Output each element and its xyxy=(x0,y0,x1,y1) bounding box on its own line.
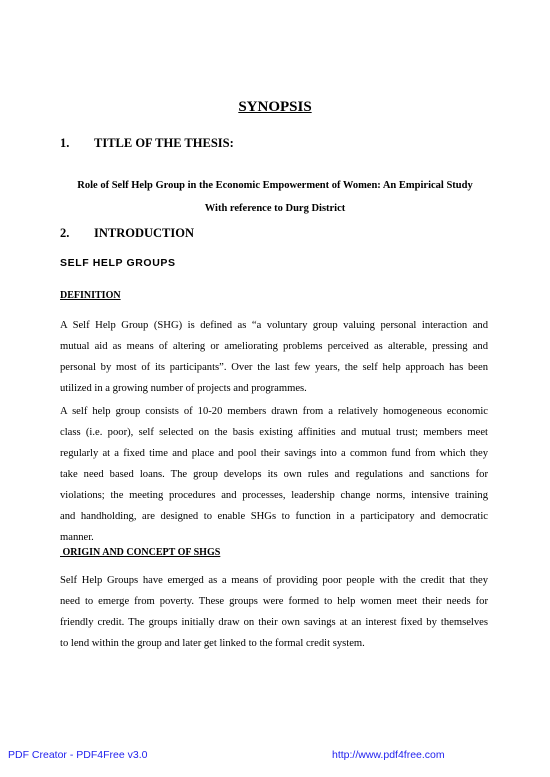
paragraph-line: utilized in a growing number of projects and programmes. xyxy=(60,383,307,394)
footer-url-link[interactable]: http://www.pdf4free.com xyxy=(332,749,445,761)
paragraph-line: regularly at a fixed time and place and pool their savings into a common fund from which they xyxy=(60,448,488,459)
section-heading-text: TITLE OF THE THESIS: xyxy=(94,136,234,150)
paragraph-line: to lend within the group and later get linked to the formal credit system. xyxy=(60,638,365,649)
paragraph-line: violations; the meeting procedures and processes, leadership change norms, intensive training xyxy=(60,490,488,501)
origin-heading: ORIGIN AND CONCEPT OF SHGS xyxy=(60,547,221,558)
paragraph-line: Self Help Groups have emerged as a means of providing poor people with the credit that they xyxy=(60,575,488,586)
composition-paragraph xyxy=(60,401,488,548)
paragraph-line: friendly credit. The groups initially draw on their own savings at an interest fixed by themselves xyxy=(60,617,488,628)
paragraph-line: manner. xyxy=(60,532,94,543)
thesis-title-line-1: Role of Self Help Group in the Economic Empowerment of Women: An Empirical Study xyxy=(77,180,473,191)
section-number: 1. xyxy=(60,136,70,150)
paragraph-line: A self help group consists of 10-20 members drawn from a relatively homogeneous economic xyxy=(60,406,488,417)
shg-heading: SELF HELP GROUPS xyxy=(60,257,176,269)
paragraph-line: mutual aid as means of altering or ameliorating problems perceived as alterable, pressing and xyxy=(60,341,488,352)
paragraph-line: need to emerge from poverty. These groups were formed to help women meet their needs for xyxy=(60,596,488,607)
section-heading-text: INTRODUCTION xyxy=(94,226,195,240)
footer-pdf-creator: PDF Creator - PDF4Free v3.0 xyxy=(8,749,148,761)
section-number: 2. xyxy=(60,226,70,240)
paragraph-line: A Self Help Group (SHG) is defined as “a voluntary group valuing personal interaction and xyxy=(60,320,488,331)
definition-paragraph xyxy=(60,315,488,399)
document-title: SYNOPSIS xyxy=(238,99,312,115)
paragraph-line: personal by most of its participants”. Over the last few years, the self help approach has been xyxy=(60,362,488,373)
origin-paragraph xyxy=(60,570,488,654)
thesis-title-line-2: With reference to Durg District xyxy=(204,203,346,214)
definition-heading: DEFINITION xyxy=(60,290,121,301)
paragraph-line: and handholding, are designed to enable SHGs to function in a participatory and democratic xyxy=(60,511,488,522)
paragraph-line: class (i.e. poor), self selected on the basis existing affinities and mutual trust; members meet xyxy=(60,427,488,438)
paragraph-line: take need based loans. The group develops its own rules and regulations and sanctions for xyxy=(60,469,488,480)
